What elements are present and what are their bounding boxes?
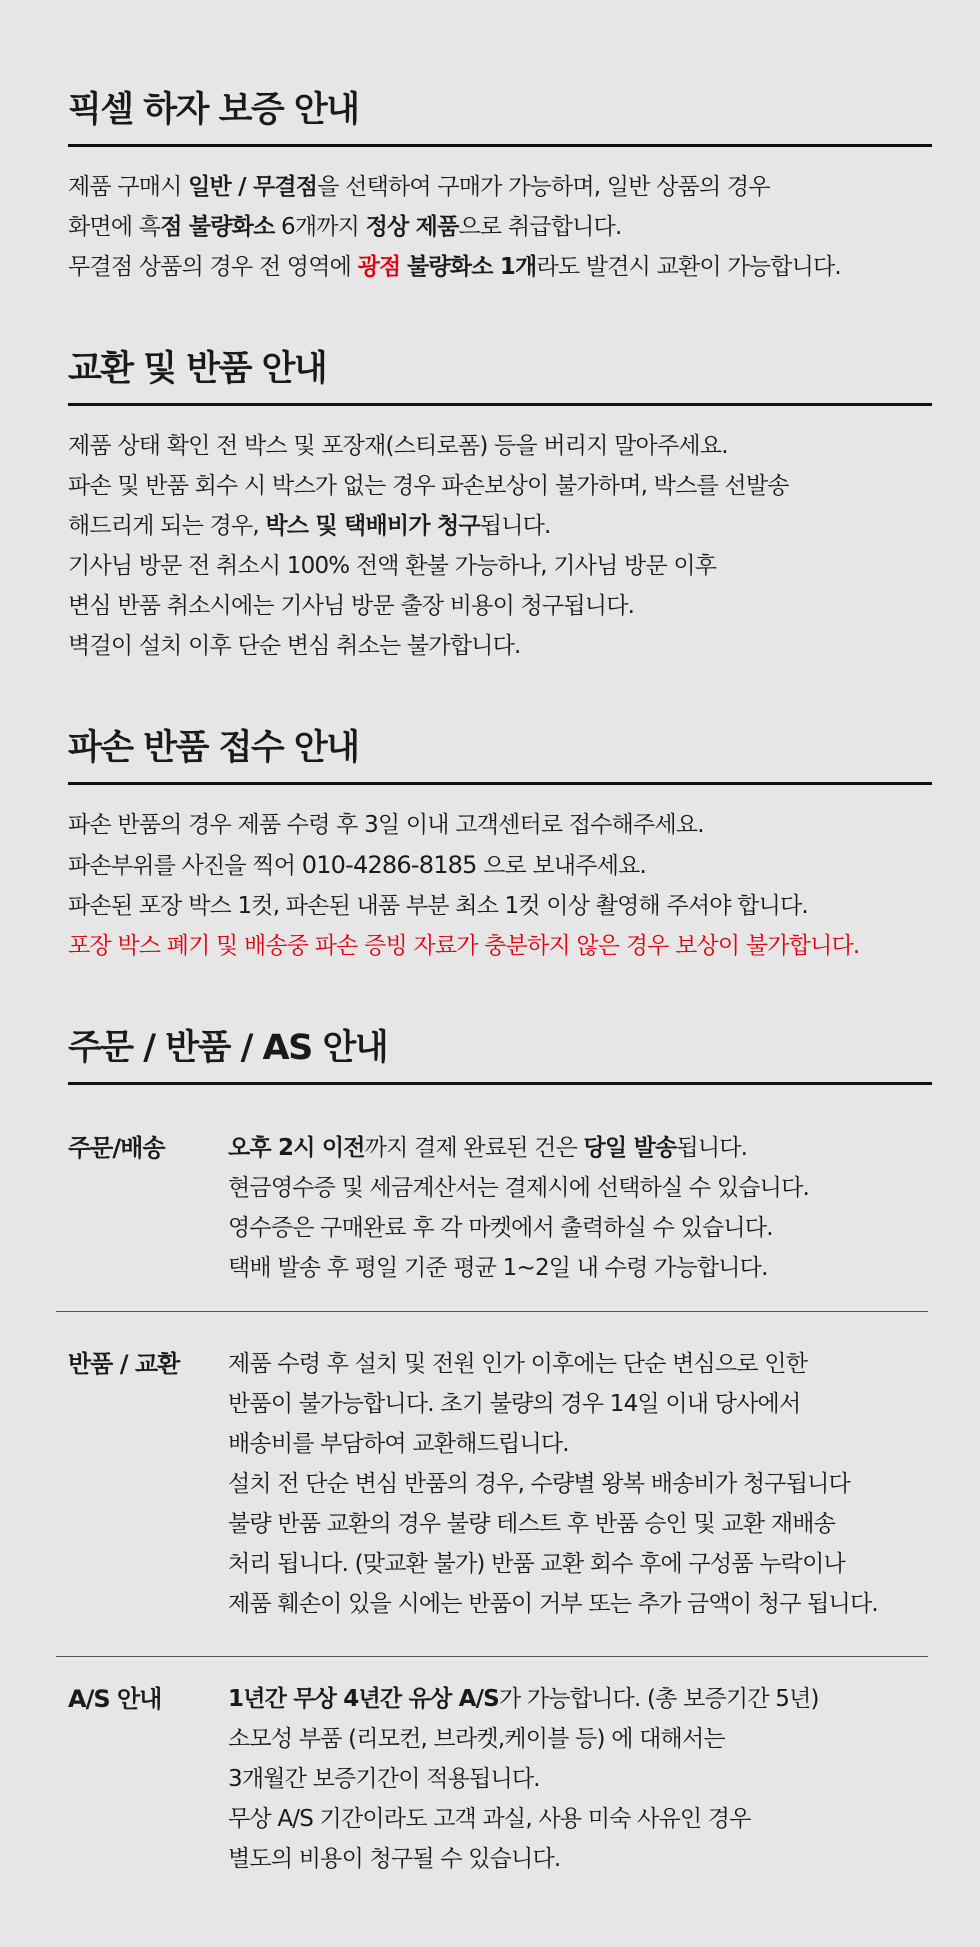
as-label: A/S 안내	[68, 1685, 162, 1713]
damage-line-2: 파손부위를 사진을 찍어 010-4286-8185 으로 보내주세요.	[68, 851, 647, 879]
exchange-line-3: 해드리게 되는 경우, 박스 및 택배비가 청구됩니다.	[68, 513, 551, 539]
returns-line-3: 배송비를 부담하여 교환해드립니다.	[228, 1431, 569, 1457]
returns-label: 반품 / 교환	[68, 1350, 180, 1378]
shipping-line-4: 택배 발송 후 평일 기준 평균 1~2일 내 수령 가능합니다.	[228, 1255, 768, 1281]
pixel-warranty-section	[68, 82, 932, 287]
exchange-line-4: 기사님 방문 전 취소시 100% 전액 환불 가능하나, 기사님 방문 이후	[68, 553, 717, 579]
as-line-3: 3개월간 보증기간이 적용됩니다.	[228, 1766, 540, 1792]
row-divider	[56, 1311, 928, 1312]
as-line-1: 1년간 무상 4년간 유상 A/S가 가능합니다. (총 보증기간 5년)	[228, 1686, 819, 1712]
returns-line-7: 제품 훼손이 있을 시에는 반품이 거부 또는 추가 금액이 청구 됩니다.	[228, 1591, 878, 1617]
damage-line-3: 파손된 포장 박스 1컷, 파손된 내품 부분 최소 1컷 이상 촬영해 주셔야 합니다.	[68, 893, 808, 919]
exchange-line-5: 변심 반품 취소시에는 기사님 방문 출장 비용이 청구됩니다.	[68, 593, 635, 619]
shipping-line-3: 영수증은 구매완료 후 각 마켓에서 출력하실 수 있습니다.	[228, 1215, 773, 1241]
returns-line-2: 반품이 불가능합니다. 초기 불량의 경우 14일 이내 당사에서	[228, 1391, 801, 1417]
row-divider	[56, 1656, 928, 1657]
pixel-line-2: 화면에 흑점 불량화소 6개까지 정상 제품으로 취급합니다.	[68, 214, 622, 240]
damage-warning-line: 포장 박스 폐기 및 배송중 파손 증빙 자료가 충분하지 않은 경우 보상이 불가합니다.	[68, 933, 860, 959]
pixel-line-1: 제품 구매시 일반 / 무결점을 선택하여 구매가 가능하며, 일반 상품의 경우	[68, 174, 770, 200]
returns-line-5: 불량 반품 교환의 경우 불량 테스트 후 반품 승인 및 교환 재배송	[228, 1511, 836, 1537]
pixel-line-3: 무결점 상품의 경우 전 영역에 광점 불량화소 1개라도 발견시 교환이 가능합니다.	[68, 254, 841, 280]
order-return-as-section	[68, 1020, 932, 1085]
phone-number: 010-4286-8185	[301, 851, 477, 879]
shipping-line-2: 현금영수증 및 세금계산서는 결제시에 선택하실 수 있습니다.	[228, 1175, 810, 1201]
exchange-return-section	[68, 341, 932, 666]
shipping-label: 주문/배송	[68, 1134, 165, 1162]
damage-line-1: 파손 반품의 경우 제품 수령 후 3일 이내 고객센터로 접수해주세요.	[68, 812, 704, 838]
returns-line-1: 제품 수령 후 설치 및 전원 인가 이후에는 단순 변심으로 인한	[228, 1351, 808, 1377]
order-return-as-title: 주문 / 반품 / AS 안내	[68, 1020, 932, 1085]
shipping-line-1: 오후 2시 이전까지 결제 완료된 건은 당일 발송됩니다.	[228, 1135, 748, 1161]
exchange-line-1: 제품 상태 확인 전 박스 및 포장재(스티로폼) 등을 버리지 말아주세요.	[68, 433, 728, 459]
as-line-2: 소모성 부품 (리모컨, 브라켓,케이블 등) 에 대해서는	[228, 1726, 725, 1752]
damage-return-section	[68, 720, 932, 966]
pixel-warranty-title: 픽셀 하자 보증 안내	[68, 82, 932, 147]
returns-line-4: 설치 전 단순 변심 반품의 경우, 수량별 왕복 배송비가 청구됩니다	[228, 1471, 850, 1497]
as-line-4: 무상 A/S 기간이라도 고객 과실, 사용 미숙 사유인 경우	[228, 1806, 751, 1832]
as-line-5: 별도의 비용이 청구될 수 있습니다.	[228, 1846, 561, 1872]
exchange-line-6: 벽걸이 설치 이후 단순 변심 취소는 불가합니다.	[68, 633, 521, 659]
returns-line-6: 처리 됩니다. (맞교환 불가) 반품 교환 회수 후에 구성품 누락이나	[228, 1551, 845, 1577]
damage-return-title: 파손 반품 접수 안내	[68, 720, 932, 785]
exchange-line-2: 파손 및 반품 회수 시 박스가 없는 경우 파손보상이 불가하며, 박스를 선발송	[68, 473, 789, 499]
exchange-return-title: 교환 및 반품 안내	[68, 341, 932, 406]
